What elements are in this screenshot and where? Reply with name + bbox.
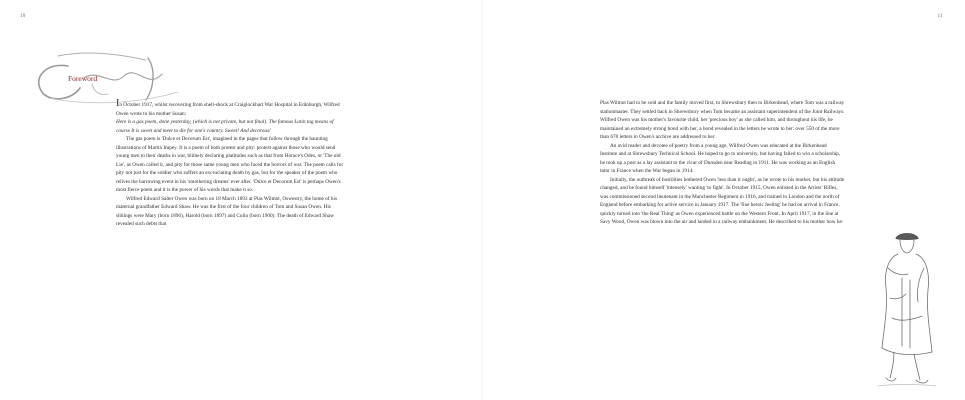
body-paragraph: Wilfred Edward Salter Owen was born on 18 March 1893 at Plas Wilmot, Oswestry, the home of his maternal grandfather Edward Shaw. He was the first of the four children of Tom and Susan Owen. His siblings were Mary (born 1896), Harold (born 1897) and Colin (born 1900). The death of Edward Shaw revealed such debts that bbox=[116, 195, 337, 227]
opening-paragraph bbox=[116, 100, 348, 118]
page-gutter bbox=[481, 0, 483, 400]
body-paragraph: An avid reader and devotee of poetry from a young age, Wilfred Owen was educated at the Birkenhead Institute and at Shrewsbury Technical School. He hoped to go to university, but having failed to win a scholarship, he took up a post as a lay assistant to the vicar of Dunsden near Reading in 1911. He was working as an English tutor in France when the War began in 1914. bbox=[600, 142, 841, 174]
soldier-sketch-illustration bbox=[872, 228, 938, 388]
body-paragraph: Plas Wilmot had to be sold and the family moved first, to Shrewsbury then to Birkenhead, where Tom was a railway stationmaster. They settled back in Shrewsbury when Tom became an assistant superintendent of the Joint Railways. Wilfred Owen was his mother's favourite child, her 'precious boy' as she called him, and throughout his life, he maintained an extremely strong bond with her, a bond revealed in the letters he wrote to her: over 550 of the more than 670 letters in Owen's archive are addressed to her. bbox=[600, 100, 845, 140]
letter-quote: Here is a gas poem, done yesterday, (which is not private, but not final). The famous Latin tag means of course It is sweet and meet to die for one's country. Sweet! And decorous! bbox=[116, 119, 334, 134]
body-paragraph: Initially, the outbreak of hostilities bothered Owen 'less than it ought', as he wrote to his mother, but his attitude changed, and he found himself 'intensely' wanting 'to fight'. In October 1915, Owen enlisted in the Artists' Rifles, was commissioned second lieutenant in the Manchester Regiment in 1916, and trained in London and the north of England before embarking for active service in January 1917. The 'fine heroic feeling' he had on arrival in France, quickly turned into 'the Real Thing' as Owen experienced battle on the Western Front. In April 1917, in the line at Savy Wood, Owen was blown into the air and landed in a railway embankment. He described to his mother how he: bbox=[600, 176, 845, 225]
body-paragraph: The gas poem is 'Dulce et Decorum Est', imagined in the pages that follow through the haunting illustrations of Martin Impey. It is a poem of both protest and pity: protest against those who would send young men to their deaths in war, blithely declaring platitudes such as that from Horace's Odes, or 'The old Lie', as Owen called it, and pity for those same young men who faced the horrors of war. The poem calls for pity not just for the soldier who suffers an excruciating death by gas, but for the speaker of the poem who relives the harrowing event in his 'smothering dreams' ever after. 'Dulce et Decorum Est' is perhaps Owen's most fierce poem and it is the power of his words that make it so. bbox=[116, 136, 344, 193]
page-number-left: 10 bbox=[20, 14, 26, 19]
section-title: Foreword bbox=[68, 74, 98, 83]
right-text-column bbox=[600, 99, 845, 227]
page-number-right: 11 bbox=[937, 14, 943, 19]
drop-cap: I bbox=[116, 98, 120, 109]
left-text-column bbox=[116, 100, 348, 229]
opening-paragraph-text: n October 1917, whilst recovering from shell-shock at Craiglockhart War Hospital in Edinburgh, Wilfred Owen wrote to his mother Susan: bbox=[116, 102, 340, 117]
